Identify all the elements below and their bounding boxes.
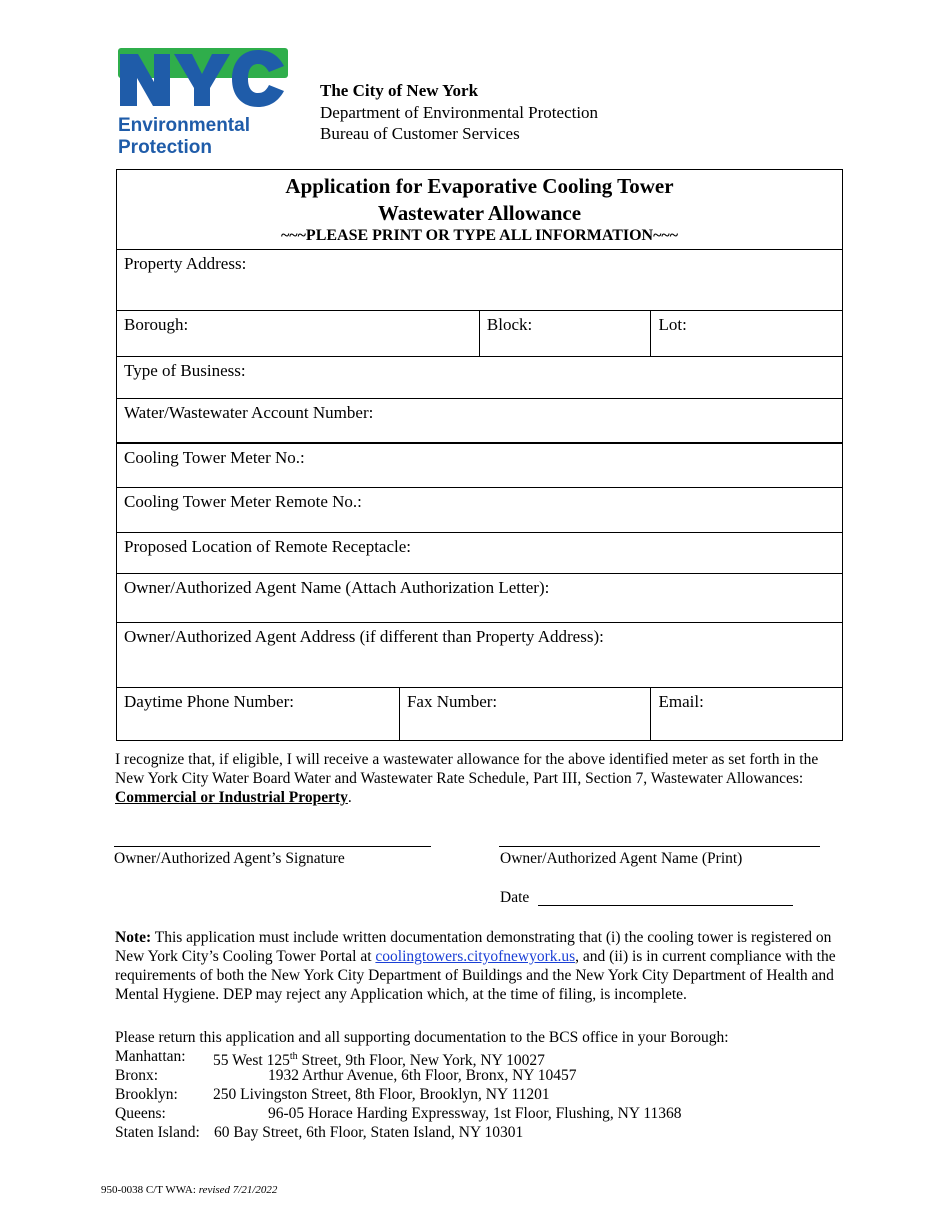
queens-address: 96-05 Horace Harding Expressway, 1st Floor, Flushing, NY 11368 xyxy=(268,1105,682,1122)
signature-label: Owner/Authorized Agent’s Signature xyxy=(114,850,345,867)
note-text-after: , and (ii) is in current compliance with the requirements of both the New York City Department of Buildings and the New York City Department of Health and Mental Hygiene. DEP may reject any Application which, at the time of filing, is incomplete. xyxy=(115,948,836,1003)
logo-line2: Protection xyxy=(118,137,212,158)
recognition-end: . xyxy=(347,789,352,806)
note-text-before: This application must include written documentation demonstrating that (i) the cooling tower is registered on New York City’s Cooling Tower Portal at xyxy=(115,929,832,965)
meter-remote-field[interactable] xyxy=(117,488,843,533)
application-form xyxy=(116,169,843,741)
block-field[interactable] xyxy=(479,311,651,357)
form-footer xyxy=(101,1184,277,1196)
borough-field[interactable] xyxy=(117,311,480,357)
remote-receptacle-label: Proposed Location of Remote Receptacle: xyxy=(124,537,412,556)
bronx-label: Bronx: xyxy=(115,1067,159,1084)
fax-field[interactable] xyxy=(399,688,651,741)
manhattan-address-sup: th xyxy=(289,1051,298,1062)
property-address-label: Property Address: xyxy=(124,254,247,273)
note-label: Note: xyxy=(115,929,152,946)
meter-no-field[interactable] xyxy=(117,443,843,488)
business-type-label: Type of Business: xyxy=(124,361,246,380)
form-header xyxy=(117,170,843,250)
lot-field[interactable] xyxy=(651,311,843,357)
manhattan-address-post: Street, 9th Floor, New York, NY 10027 xyxy=(297,1052,545,1070)
agency-city: The City of New York xyxy=(320,81,479,100)
property-address-field[interactable] xyxy=(117,250,843,311)
revision-date: revised 7/21/2022 xyxy=(198,1184,278,1196)
manhattan-address-pre: 55 West 125 xyxy=(213,1052,290,1070)
meter-no-label: Cooling Tower Meter No.: xyxy=(124,447,305,467)
nyc-logo-mark xyxy=(118,46,288,108)
brooklyn-address: 250 Livingston Street, 8th Floor, Brooklyn, NY 11201 xyxy=(213,1086,550,1103)
agent-name-label: Owner/Authorized Agent Name (Attach Authorization Letter): xyxy=(124,578,550,597)
account-number-field[interactable] xyxy=(117,399,843,443)
date-line[interactable] xyxy=(538,905,793,906)
fax-label: Fax Number: xyxy=(406,692,498,711)
meter-remote-label: Cooling Tower Meter Remote No.: xyxy=(124,492,362,511)
signature-line[interactable] xyxy=(114,846,431,847)
borough-label: Borough: xyxy=(124,315,189,334)
print-instruction: ~~~PLEASE PRINT OR TYPE ALL INFORMATION~~~ xyxy=(280,227,679,244)
staten-island-label: Staten Island: xyxy=(115,1124,200,1141)
agency-department: Department of Environmental Protection xyxy=(320,103,599,122)
print-name-line[interactable] xyxy=(499,846,820,847)
agency-bureau: Bureau of Customer Services xyxy=(320,124,520,143)
queens-label: Queens: xyxy=(115,1105,166,1122)
agent-address-label: Owner/Authorized Agent Address (if different than Property Address): xyxy=(124,627,604,646)
cooling-tower-portal-link[interactable]: coolingtowers.cityofnewyork.us xyxy=(375,948,576,965)
email-field[interactable] xyxy=(651,688,843,741)
agent-name-field[interactable] xyxy=(117,574,843,623)
recognition-emphasis: Commercial or Industrial Property xyxy=(115,789,348,806)
phone-label: Daytime Phone Number: xyxy=(124,692,294,711)
recognition-text: I recognize that, if eligible, I will receive a wastewater allowance for the above identified meter as set forth in the New York City Water Board Water and Wastewater Rate Schedule, Part III, Section 7, Wastewater Allowances: xyxy=(115,751,819,787)
brooklyn-label: Brooklyn: xyxy=(115,1086,178,1103)
logo-line1: Environmental xyxy=(118,115,250,136)
note-paragraph xyxy=(115,928,855,1004)
recognition-paragraph xyxy=(115,750,835,807)
staten-island-address: 60 Bay Street, 6th Floor, Staten Island, NY 10301 xyxy=(214,1124,524,1141)
form-id: 950-0038 C/T WWA: xyxy=(101,1184,199,1196)
manhattan-row xyxy=(115,1047,186,1066)
form-title-line2: Wastewater Allowance xyxy=(377,201,582,225)
business-type-field[interactable] xyxy=(117,357,843,399)
return-intro: Please return this application and all supporting documentation to the BCS office in your Borough: xyxy=(115,1029,729,1046)
agent-address-field[interactable] xyxy=(117,623,843,688)
form-title-line1: Application for Evaporative Cooling Tower xyxy=(285,174,674,198)
block-label: Block: xyxy=(486,315,533,334)
manhattan-label: Manhattan: xyxy=(115,1048,186,1065)
phone-field[interactable] xyxy=(117,688,400,741)
account-number-label: Water/Wastewater Account Number: xyxy=(124,403,374,422)
lot-label: Lot: xyxy=(658,315,687,334)
date-label: Date xyxy=(500,889,530,906)
bronx-address: 1932 Arthur Avenue, 6th Floor, Bronx, NY 10457 xyxy=(268,1067,577,1084)
remote-receptacle-field[interactable] xyxy=(117,533,843,574)
print-name-label: Owner/Authorized Agent Name (Print) xyxy=(500,850,743,867)
email-label: Email: xyxy=(658,692,704,711)
